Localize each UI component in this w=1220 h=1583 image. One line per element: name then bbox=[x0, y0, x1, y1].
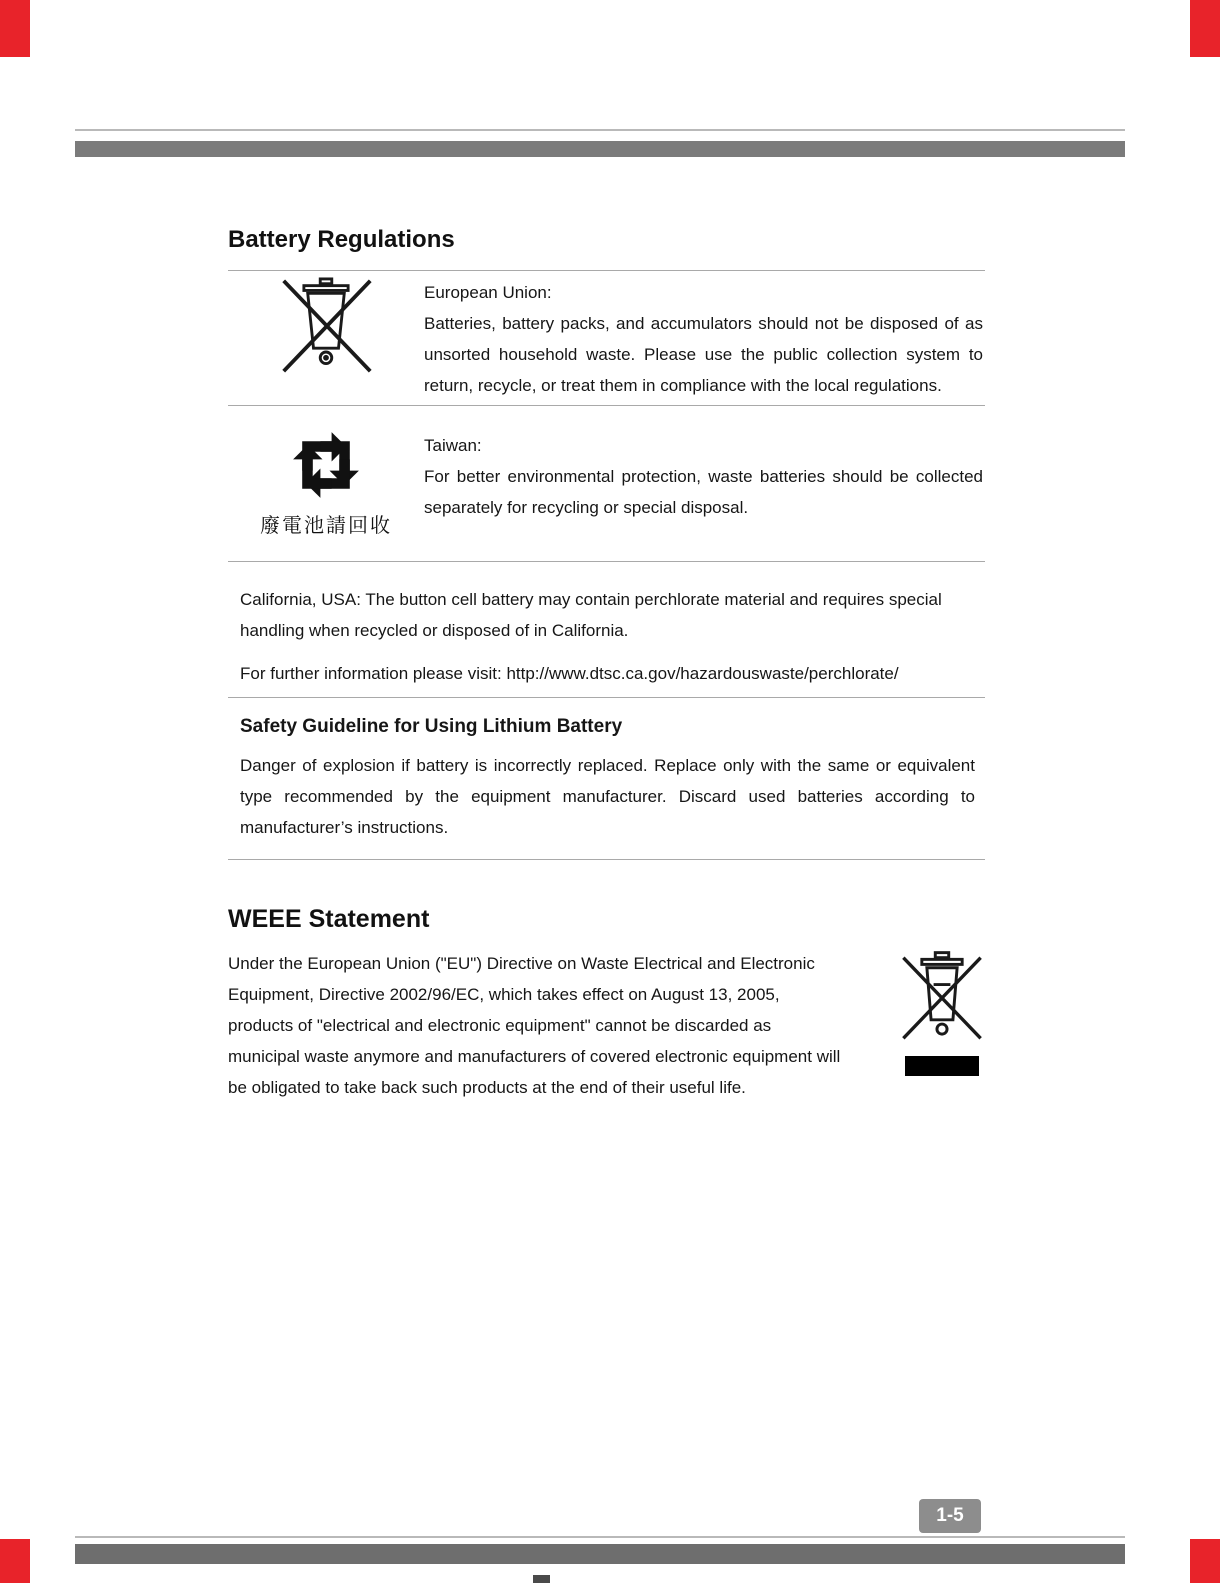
red-corner-bottom-right bbox=[1190, 1539, 1220, 1583]
red-corner-top-right bbox=[1190, 0, 1220, 57]
footer-thin-rule bbox=[75, 1536, 1125, 1538]
red-corner-top-left bbox=[0, 0, 30, 57]
taiwan-battery-row bbox=[228, 406, 985, 561]
taiwan-icon-caption: 廢電池請回收 bbox=[260, 513, 392, 537]
header-gray-bar bbox=[75, 141, 1125, 157]
page-content bbox=[228, 226, 985, 1103]
further-info-text: For further information please visit: http://www.dtsc.ca.gov/hazardouswaste/perchlorate/ bbox=[240, 664, 899, 683]
california-note: California, USA: The button cell battery may contain perchlorate material and requires special handling when recycled or disposed of in California. bbox=[240, 590, 942, 640]
taiwan-body: For better environmental protection, waste batteries should be collected separately for recycling or special disposal. bbox=[424, 467, 983, 517]
safety-guideline-block bbox=[228, 698, 985, 859]
red-corner-bottom-left bbox=[0, 1539, 30, 1583]
safety-guideline-title: Safety Guideline for Using Lithium Battery bbox=[240, 716, 623, 737]
header-thin-rule bbox=[75, 129, 1125, 131]
crossed-out-wheeled-bin-icon bbox=[276, 277, 376, 377]
weee-statement-title: WEEE Statement bbox=[228, 905, 430, 933]
safety-guideline-body: Danger of explosion if battery is incorrectly replaced. Replace only with the same or equivalent type recommended by the equipment manufacturer. Discard used batteries according to manufacturer’s instructions. bbox=[240, 756, 975, 837]
taiwan-heading: Taiwan: bbox=[424, 436, 482, 455]
battery-regulations-title: Battery Regulations bbox=[228, 226, 455, 253]
taiwan-text bbox=[424, 430, 985, 541]
weee-statement-body: Under the European Union ("EU") Directive on Waste Electrical and Electronic Equipment, Directive 2002/96/EC, which takes effect on August 13, 2005, products of "electrical and electronic equipment" cannot be discarded as municipal waste anymore and manufacturers of covered electronic equipment will be obligated to take back such products at the end of their useful life. bbox=[228, 954, 841, 1097]
eu-battery-row bbox=[228, 271, 985, 405]
eu-heading: European Union: bbox=[424, 283, 552, 302]
section-rule bbox=[228, 859, 985, 860]
taiwan-icon-cell bbox=[228, 430, 424, 541]
california-note-block bbox=[228, 562, 985, 697]
eu-battery-icon-cell bbox=[228, 277, 424, 401]
weee-crossed-out-wheeled-bin-icon bbox=[900, 948, 984, 1048]
weee-black-bar bbox=[905, 1056, 979, 1076]
taiwan-battery-recycling-icon bbox=[291, 430, 361, 500]
cropped-footer-text-fragment bbox=[533, 1575, 550, 1583]
footer-gray-bar bbox=[75, 1544, 1125, 1564]
eu-battery-text bbox=[424, 277, 985, 401]
page-number-badge: 1-5 bbox=[919, 1499, 981, 1533]
eu-body: Batteries, battery packs, and accumulators should not be disposed of as unsorted household waste. Please use the public collection system to return, recycle, or treat them in compliance with the local regulations. bbox=[424, 314, 983, 395]
weee-icon-cell bbox=[899, 948, 985, 1103]
weee-statement-section bbox=[228, 948, 985, 1103]
